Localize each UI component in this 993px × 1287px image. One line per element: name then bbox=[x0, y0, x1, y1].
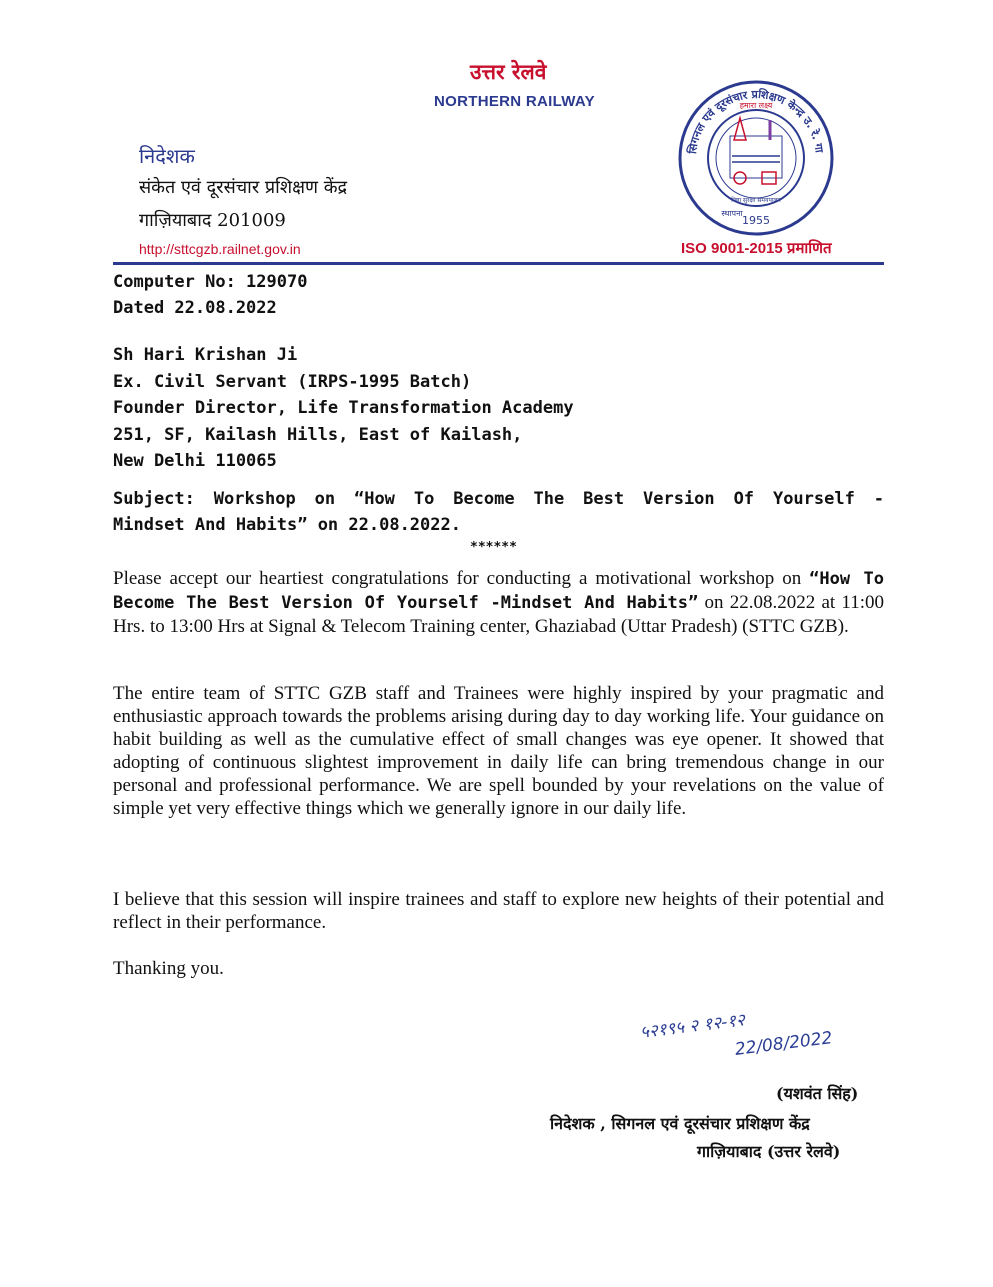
recipient-line: Founder Director, Life Transformation Academy bbox=[113, 398, 574, 418]
closing-line: Thanking you. bbox=[113, 958, 224, 979]
paragraph-2: The entire team of STTC GZB staff and Trainees were highly inspired by your pragmatic and enthusiastic approach towards the problems arising during day to day working life. Your guidance on habit building as well as the cumulative effect of small changes was eye opener. It showed that adopting of continuous slightest improvement in daily life can bring tremendous change in our personal and professional performance. We are spell bounded by your revelations on the value of simple yet very effective things which we generally ignore in our daily life. bbox=[113, 683, 884, 819]
handwritten-signature: ५२१९५ २ १२-१२ bbox=[638, 1010, 746, 1043]
recipient-line: New Delhi 110065 bbox=[113, 451, 277, 471]
p1-text-a: Please accept our heartiest congratulations for conducting a motivational workshop on bbox=[113, 568, 810, 589]
recipient-line: Sh Hari Krishan Ji bbox=[113, 345, 298, 365]
recipient-address bbox=[113, 342, 574, 475]
signatory-location: गाज़ियाबाद (उत्तर रेलवे) bbox=[697, 1142, 841, 1161]
iso-certification: ISO 9001-2015 प्रमाणित bbox=[681, 240, 832, 257]
paragraph-3: I believe that this session will inspire trainees and staff to explore new heights of their potential and reflect in their performance. bbox=[113, 889, 884, 933]
institute-seal bbox=[676, 78, 836, 238]
website-link[interactable]: http://sttcgzb.railnet.gov.in bbox=[139, 241, 301, 257]
seal-year: 1955 bbox=[742, 214, 770, 227]
paragraph-1 bbox=[113, 567, 884, 638]
handwritten-date: 22/08/2022 bbox=[733, 1028, 834, 1060]
header-divider bbox=[113, 262, 884, 265]
seal-label: स्थापना bbox=[721, 209, 743, 218]
subject-line-2: Mindset And Habits” on 22.08.2022. bbox=[113, 515, 461, 535]
recipient-line: 251, SF, Kailash Hills, East of Kailash, bbox=[113, 424, 523, 445]
seal-motto: हमारा लक्ष्य bbox=[739, 101, 773, 110]
subject-line-1: Subject: Workshop on “How To Become The Best Version Of Yourself - bbox=[113, 489, 884, 509]
seal-inner-text: निष्ठा सुरक्षा समयपालन bbox=[731, 197, 781, 204]
letter-date: Dated 22.08.2022 bbox=[113, 298, 277, 318]
seal-ring-text: सिगनल एवं दूरसंचार प्रशिक्षण केन्द्र उ. रे. गा bbox=[686, 87, 826, 155]
svg-text:सिगनल एवं दूरसंचार प्रशिक्षण क bbox=[676, 78, 826, 156]
signatory-designation: निदेशक , सिगनल एवं दूरसंचार प्रशिक्षण केंद्र bbox=[550, 1114, 810, 1133]
p1-workshop-title: “How To Become The Best Version Of Yourself -Mindset And Habits” bbox=[113, 569, 884, 613]
subject-separator: ****** bbox=[470, 540, 517, 555]
org-english: NORTHERN RAILWAY bbox=[434, 93, 595, 110]
office-name: संकेत एवं दूरसंचार प्रशिक्षण केंद्र bbox=[139, 177, 348, 198]
p1-text-b: on 22.08.2022 at 11:00 Hrs. to 13:00 Hrs at Signal & Telecom Training center, Ghaziabad (Uttar Pradesh) (STTC GZB). bbox=[113, 592, 884, 637]
office-title: निदेशक bbox=[139, 144, 195, 168]
org-hindi: उत्तर रेलवे bbox=[470, 59, 547, 84]
office-city: गाज़ियाबाद 201009 bbox=[139, 210, 286, 231]
recipient-line: Ex. Civil Servant (IRPS-1995 Batch) bbox=[113, 371, 472, 392]
computer-number: Computer No: 129070 bbox=[113, 272, 308, 292]
seal-icon bbox=[676, 78, 836, 238]
signatory-name: (यशवंत सिंह) bbox=[776, 1084, 859, 1103]
